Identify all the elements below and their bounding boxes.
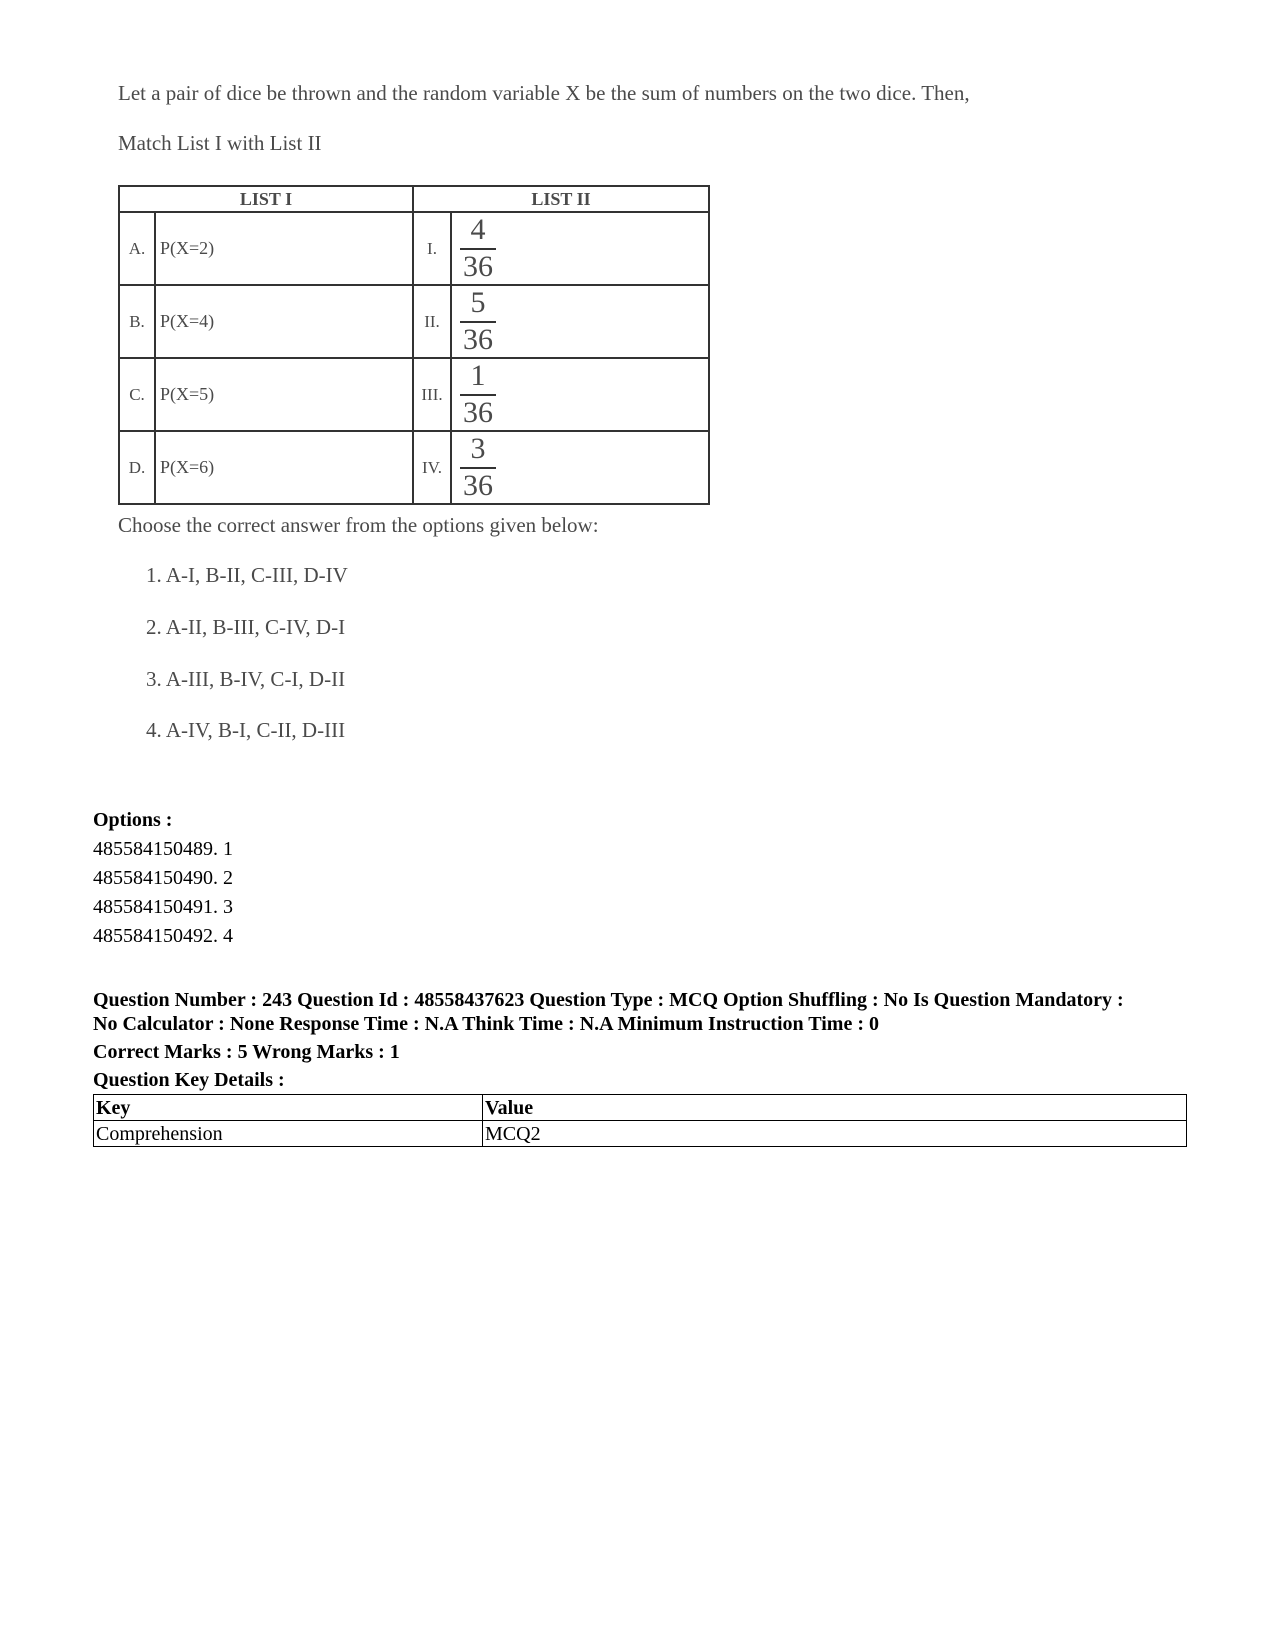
option-item: 485584150491. 3	[93, 896, 233, 918]
match-row	[119, 431, 709, 504]
value-header: Value	[483, 1095, 1187, 1121]
fraction-numerator: 4	[470, 213, 486, 246]
table-row	[94, 1121, 1187, 1147]
list-two-fraction-cell	[451, 358, 709, 431]
list-two-fraction-cell	[451, 431, 709, 504]
answer-choice: 3. A-III, B-IV, C-I, D-II	[146, 667, 346, 691]
list-one-expression: P(X=2)	[155, 212, 413, 285]
list-two-numeral: I.	[413, 212, 451, 285]
answer-choice: 1. A-I, B-II, C-III, D-IV	[146, 563, 348, 587]
marks-line: Correct Marks : 5 Wrong Marks : 1	[93, 1041, 400, 1063]
key-details-table	[93, 1094, 1187, 1147]
metadata-line: Question Number : 243 Question Id : 48558437623 Question Type : MCQ Option Shuffling : No Is Question Mandatory :	[93, 989, 1124, 1011]
question-intro: Let a pair of dice be thrown and the random variable X be the sum of numbers on the two dice. Then,	[118, 81, 970, 105]
list-one-header: LIST I	[119, 186, 413, 212]
fraction-denominator: 36	[463, 250, 493, 283]
question-metadata	[93, 988, 1193, 1092]
option-item: 485584150489. 1	[93, 838, 233, 860]
fraction	[460, 287, 496, 356]
list-one-letter: D.	[119, 431, 155, 504]
list-one-letter: B.	[119, 285, 155, 358]
question-instruction: Match List I with List II	[118, 131, 322, 155]
key-cell: Comprehension	[94, 1121, 483, 1147]
fraction-numerator: 5	[470, 286, 486, 319]
list-two-fraction-cell	[451, 285, 709, 358]
answer-instruction: Choose the correct answer from the options given below:	[118, 513, 599, 537]
key-header: Key	[94, 1095, 483, 1121]
fraction-denominator: 36	[463, 323, 493, 356]
fraction-denominator: 36	[463, 396, 493, 429]
list-two-numeral: IV.	[413, 431, 451, 504]
list-one-letter: A.	[119, 212, 155, 285]
fraction	[460, 360, 496, 429]
list-two-numeral: II.	[413, 285, 451, 358]
answer-choice: 2. A-II, B-III, C-IV, D-I	[146, 615, 346, 639]
options-heading: Options :	[93, 809, 173, 831]
list-two-header: LIST II	[413, 186, 709, 212]
list-two-fraction-cell	[451, 212, 709, 285]
metadata-line: No Calculator : None Response Time : N.A Think Time : N.A Minimum Instruction Time : 0	[93, 1013, 879, 1035]
value-cell: MCQ2	[483, 1121, 1187, 1147]
fraction	[460, 214, 496, 283]
fraction	[460, 433, 496, 502]
match-row	[119, 285, 709, 358]
key-table-header	[94, 1095, 1187, 1121]
fraction-numerator: 3	[470, 432, 486, 465]
option-item: 485584150490. 2	[93, 867, 233, 889]
list-one-expression: P(X=5)	[155, 358, 413, 431]
key-details-heading: Question Key Details :	[93, 1069, 285, 1091]
match-table-header	[119, 186, 709, 212]
list-one-expression: P(X=6)	[155, 431, 413, 504]
question-image	[110, 75, 1070, 775]
match-row	[119, 358, 709, 431]
match-table	[118, 185, 710, 505]
fraction-denominator: 36	[463, 469, 493, 502]
option-item: 485584150492. 4	[93, 925, 233, 947]
match-row	[119, 212, 709, 285]
list-one-letter: C.	[119, 358, 155, 431]
answer-choice: 4. A-IV, B-I, C-II, D-III	[146, 718, 346, 742]
list-two-numeral: III.	[413, 358, 451, 431]
list-one-expression: P(X=4)	[155, 285, 413, 358]
fraction-numerator: 1	[470, 359, 486, 392]
